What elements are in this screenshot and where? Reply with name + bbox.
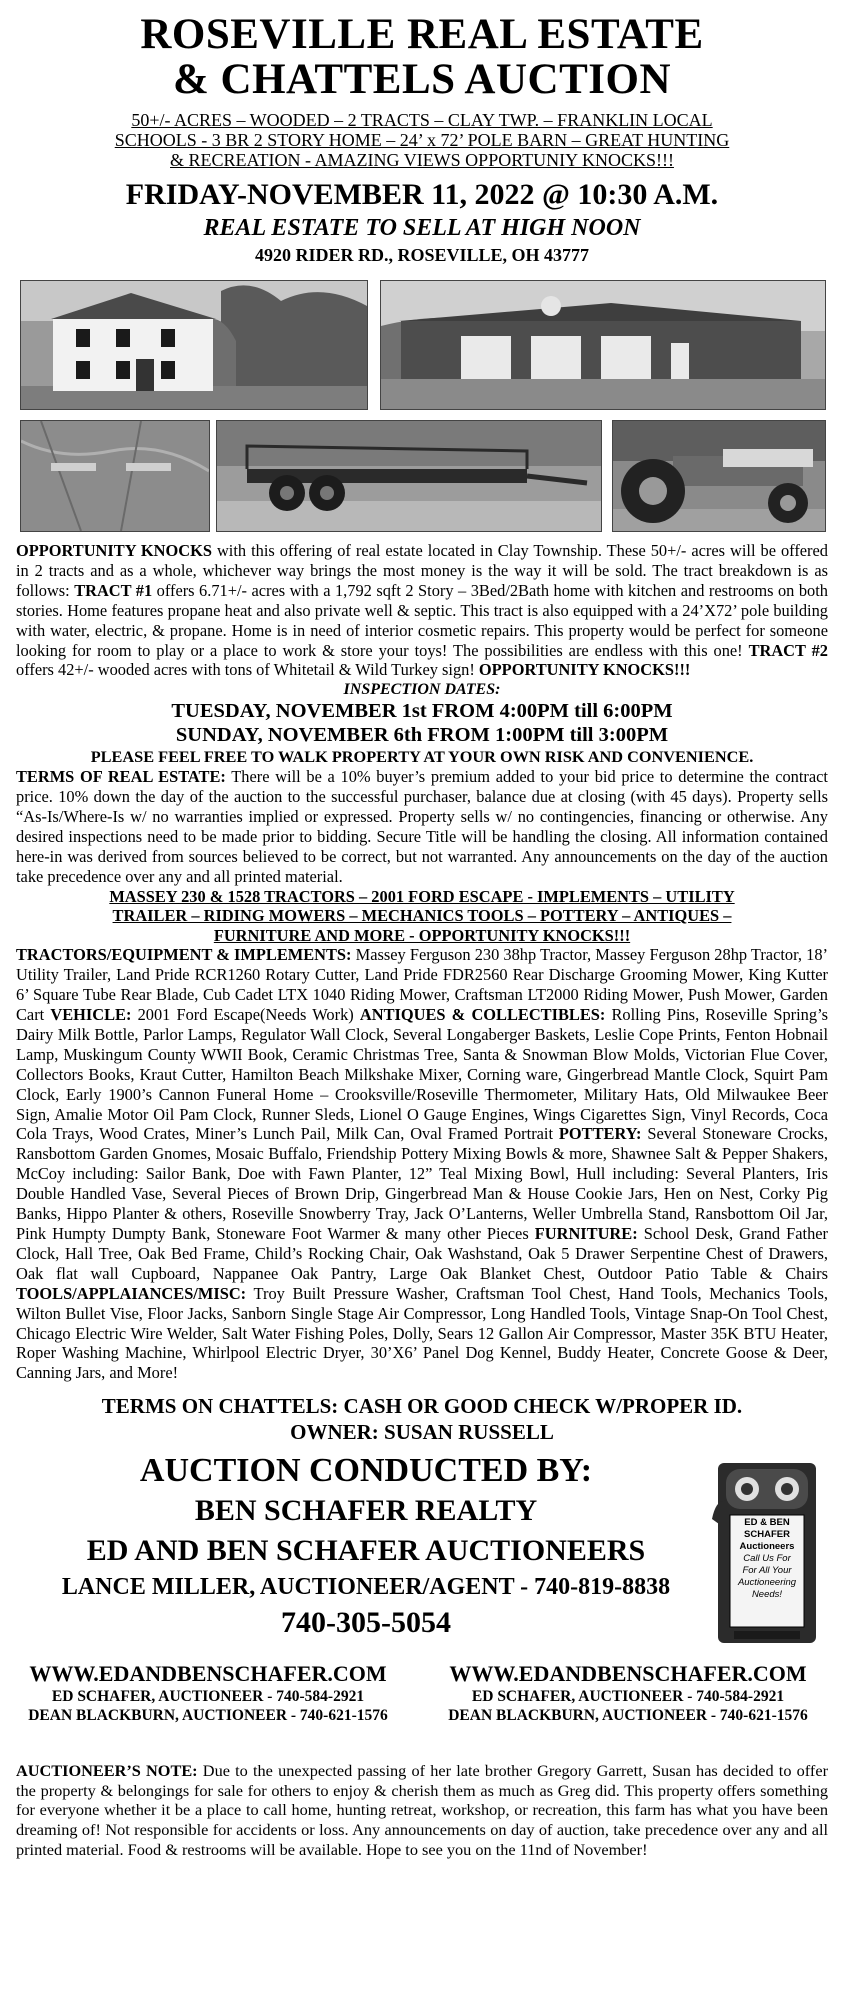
ed-schafer-contact-left: ED SCHAFER, AUCTIONEER - 740-584-2921	[51, 1688, 365, 1706]
items-heading-line-3: FURNITURE AND MORE - OPPORTUNITY KNOCKS!!!	[213, 925, 631, 945]
agent-phone: 740-305-5054	[281, 1606, 451, 1640]
realty-name: BEN SCHAFER REALTY	[194, 1494, 538, 1528]
intro-text-3: offers 42+/- wooded acres with tons of Whitetail & Wild Turkey sign!	[16, 660, 479, 680]
real-estate-terms-label: TERMS OF REAL ESTATE:	[16, 767, 226, 787]
website-link-right[interactable]: WWW.EDANDBENSCHAFER.COM	[449, 1661, 807, 1687]
auction-date: FRIDAY-NOVEMBER 11, 2022 @ 10:30 A.M.	[125, 178, 719, 211]
owner-name: OWNER: SUSAN RUSSELL	[290, 1420, 554, 1445]
logo-line-3: Auctioneers	[739, 1541, 795, 1553]
logo-text	[730, 1517, 804, 1601]
items-heading	[16, 887, 828, 946]
schafer-phone-logo	[712, 1459, 822, 1647]
vehicle-label: VEHICLE:	[50, 1005, 132, 1024]
tractors-label: TRACTORS/EQUIPMENT & IMPLEMENTS:	[16, 945, 352, 965]
real-estate-time: REAL ESTATE TO SELL AT HIGH NOON	[203, 215, 641, 241]
items-list	[16, 945, 828, 1383]
inspection-title: INSPECTION DATES:	[343, 681, 501, 699]
tract-1-label: TRACT #1	[74, 580, 153, 600]
auctioneers-note	[16, 1761, 828, 1859]
auction-conducted-section	[16, 1451, 828, 1661]
website-link-left[interactable]: WWW.EDANDBENSCHAFER.COM	[29, 1661, 387, 1687]
pole-barn-photo	[380, 280, 826, 410]
antiques-label: ANTIQUES & COLLECTIBLES:	[359, 1005, 606, 1024]
real-estate-terms-text: There will be a 10% buyer’s premium added to your bid price to determine the contract price. 10% down the day of the auction to the successful purchaser, balance due at closing (with 45 days). Property sells “As-Is/Where-Is w/ no warranties implied or expressed. Property sells w/ no contingencies, financing or otherwise. Any desired inspections need to be made prior to bidding. Secure Title will be handling the closing. All information contained here-in was derived from sources believed to be correct, but not warranted. Any announcements on the day of the auction take precedence over any and all printed material.	[16, 767, 828, 886]
items-heading-line-1: MASSEY 230 & 1528 TRACTORS – 2001 FORD ESCAPE - IMPLEMENTS – UTILITY	[109, 886, 735, 906]
contacts-section	[16, 1661, 828, 1761]
house-photo	[20, 280, 368, 410]
property-address: 4920 RIDER RD., ROSEVILLE, OH 43777	[254, 245, 590, 265]
tools-text: Troy Built Pressure Washer, Craftsman Tool Chest, Hand Tools, Mechanics Tools, Wilton Bullet Vise, Floor Jacks, Sanborn Single Stage Air Compressor, Long Handled Tools, Vintage Snap-On Tool Chest, Chicago Electric Wire Welder, Salt Water Fishing Poles, Dolly, Sears 12 Gallon Air Compressor, Master 35K BTU Heater, Roper Washing Machine, Whirlpool Electric Dryer, 30’X6’ Panel Dog Kennel, Buddy Heater, Concrete Goose & Deer, Canning Jars, and More!	[16, 1283, 828, 1383]
walk-property-notice: PLEASE FEEL FREE TO WALK PROPERTY AT YOUR OWN RISK AND CONVENIENCE.	[90, 747, 754, 767]
pottery-text: Several Stoneware Crocks, Ransbottom Garden Gnomes, Mosaic Buffalo, Friendship Pottery Mixing Bowls & more, Shawnee Salt & Pepper Shakers, McCoy including: Sailor Bank, Doe with Fawn Planter, 12” Teal Mixing Bowl, Hull including: Several Planters, Iris Double Handled Vase, Several Pieces of Brown Drip, Gingerbread Man & House Cookie Jars, Hen on Nest, Corky Pig Banks, Hippo Planter & others, Roseville Snowberry Tray, Jack O’Lanterns, Weller Umbrella Stand, Ransbottom Oil Jar, Pink Humpty Dumpty Bank, Stoneware Foot Warmer & many other Pieces	[16, 1124, 828, 1243]
photo-collage	[16, 280, 828, 535]
subtitle	[16, 110, 828, 170]
items-heading-line-2: TRAILER – RIDING MOWERS – MECHANICS TOOLS – POTTERY – ANTIQUES –	[112, 906, 732, 926]
logo-line-7: Needs!	[751, 1589, 783, 1601]
antiques-text: Rolling Pins, Roseville Spring’s Dairy Milk Bottle, Parlor Lamps, Regulator Wall Clock, Several Longaberger Baskets, Leslie Cope Prints, Fenton Hobnail Lamp, Muskingum County WWII Book, Ceramic Christmas Tree, Santa & Snowman Blow Molds, Victorian Flue Cover, Collectors Books, Kraut Cutter, Hamilton Beach Milkshake Mixer, Corning ware, Gingerbread Mantle Clock, Squirt Pam Clock, Early 1900’s Cannon Funeral Home – Crooksville/Roseville Thermometer, Military Hats, Old Milwaukee Beer Sign, Amalie Motor Oil Pam Clock, Runner Sleds, Lionel O Gauge Engines, Wings Cigarettes Sign, Vinyl Records, Coca Cola Trays, Wood Crates, Miner’s Lunch Pail, Milk Can, Oval Framed Portrait	[16, 1005, 829, 1144]
pottery-label: POTTERY:	[558, 1124, 642, 1144]
intro-text-2: offers 6.71+/- acres with a 1,792 sqft 2 Story – 3Bed/2Bath home with kitchen and restrooms on both stories. Home features propane heat and also private well & septic. This tract is also equipped with a 24’X72’ pole building with water, electric, & propane. Home is in need of interior cosmetic repairs. This property would be perfect for someone looking for room to play or a place to work & store your toys! The possibilities are endless with this one!	[16, 580, 828, 660]
conducted-by-block	[16, 1451, 716, 1643]
tract-2-label: TRACT #2	[748, 640, 828, 660]
ed-schafer-contact-right: ED SCHAFER, AUCTIONEER - 740-584-2921	[471, 1688, 785, 1706]
real-estate-terms	[16, 767, 828, 886]
utility-trailer-photo	[216, 420, 602, 532]
title-line-2: & CHATTELS AUCTION	[172, 56, 672, 103]
logo-line-2: SCHAFER	[744, 1529, 790, 1541]
logo-line-1: ED & BEN	[744, 1517, 790, 1529]
furniture-label: FURNITURE:	[534, 1223, 638, 1243]
intro-closing: OPPORTUNITY KNOCKS!!!	[478, 660, 691, 680]
chattels-terms: TERMS ON CHATTELS: CASH OR GOOD CHECK W/PROPER ID.	[101, 1394, 743, 1419]
intro-text-1: with this offering of real estate located in Clay Township. These 50+/- acres will be offered in 2 tracts and as a whole, whichever way brings the most money is the way it will be sold. The tract breakdown is as follows:	[16, 541, 828, 600]
intro-lead: OPPORTUNITY KNOCKS	[16, 541, 212, 560]
agent-line: LANCE MILLER, AUCTIONEER/AGENT - 740-819-8838	[61, 1574, 671, 1601]
intro-paragraph	[16, 541, 828, 680]
logo-line-4: Call Us For	[743, 1553, 791, 1565]
contact-block-right	[418, 1661, 838, 1725]
tractor-photo	[612, 420, 826, 532]
note-text: Due to the unexpected passing of her late brother Gregory Garrett, Susan has decided to offer the property & belongings for sale for others to enjoy & cherish them as much as Greg did. This property offers something for everyone whether it be a place to call home, hunting retreat, workshop, or recreation, this farm has what you have been dreaming of! Not responsible for accidents or loss. Any announcements on day of auction, take precedence over any and all printed material. Food & restrooms will be available. Hope to see you on the 11nd of November!	[16, 1761, 828, 1859]
inspection-date-2: SUNDAY, NOVEMBER 6th FROM 1:00PM till 3:00PM	[175, 724, 669, 747]
vehicle-text: 2001 Ford Escape(Needs Work)	[131, 1005, 360, 1024]
logo-line-6: Auctioneering	[737, 1577, 797, 1589]
subtitle-line-2: SCHOOLS - 3 BR 2 STORY HOME – 24’ x 72’ POLE BARN – GREAT HUNTING	[114, 130, 730, 150]
subtitle-line-1: 50+/- ACRES – WOODED – 2 TRACTS – CLAY TWP. – FRANKLIN LOCAL	[131, 110, 713, 130]
note-label: AUCTIONEER’S NOTE:	[16, 1761, 198, 1781]
title-line-1: ROSEVILLE REAL ESTATE	[140, 11, 704, 58]
tractors-text: Massey Ferguson 230 38hp Tractor, Massey Ferguson 28hp Tractor, 18’ Utility Trailer, Land Pride RCR1260 Rotary Cutter, Land Pride FDR2560 Rear Discharge Grooming Mower, King Kutter 6’ Square Tube Rear Blade, Cub Cadet LTX 1040 Riding Mower, Craftsman LT2000 Riding Mower, Push Mower, Garden Cart	[16, 945, 828, 1024]
dean-blackburn-contact-left: DEAN BLACKBURN, AUCTIONEER - 740-621-1576	[28, 1707, 388, 1725]
dean-blackburn-contact-right: DEAN BLACKBURN, AUCTIONEER - 740-621-1576	[448, 1707, 808, 1725]
auctioneers-name: ED AND BEN SCHAFER AUCTIONEERS	[86, 1534, 646, 1568]
furniture-text: School Desk, Grand Father Clock, Hall Tree, Oak Bed Frame, Child’s Rocking Chair, Oak Washstand, Oak 5 Drawer Serpentine Chest of Drawers, Oak flat wall Cupboard, Nappanee Oak Pantry, Large Oak Blanket Chest, Outdoor Patio Table & Chairs	[16, 1223, 829, 1283]
tools-label: TOOLS/APPLAIANCES/MISC:	[16, 1283, 247, 1303]
logo-line-5: For All Your	[742, 1565, 792, 1577]
subtitle-line-3: & RECREATION - AMAZING VIEWS OPPORTUNIY KNOCKS!!!	[170, 150, 674, 170]
inspection-date-1: TUESDAY, NOVEMBER 1st FROM 4:00PM till 6:00PM	[171, 700, 673, 723]
conducted-by-title: AUCTION CONDUCTED BY:	[139, 1452, 593, 1490]
contact-block-left	[0, 1661, 418, 1725]
aerial-map-photo	[20, 420, 210, 532]
